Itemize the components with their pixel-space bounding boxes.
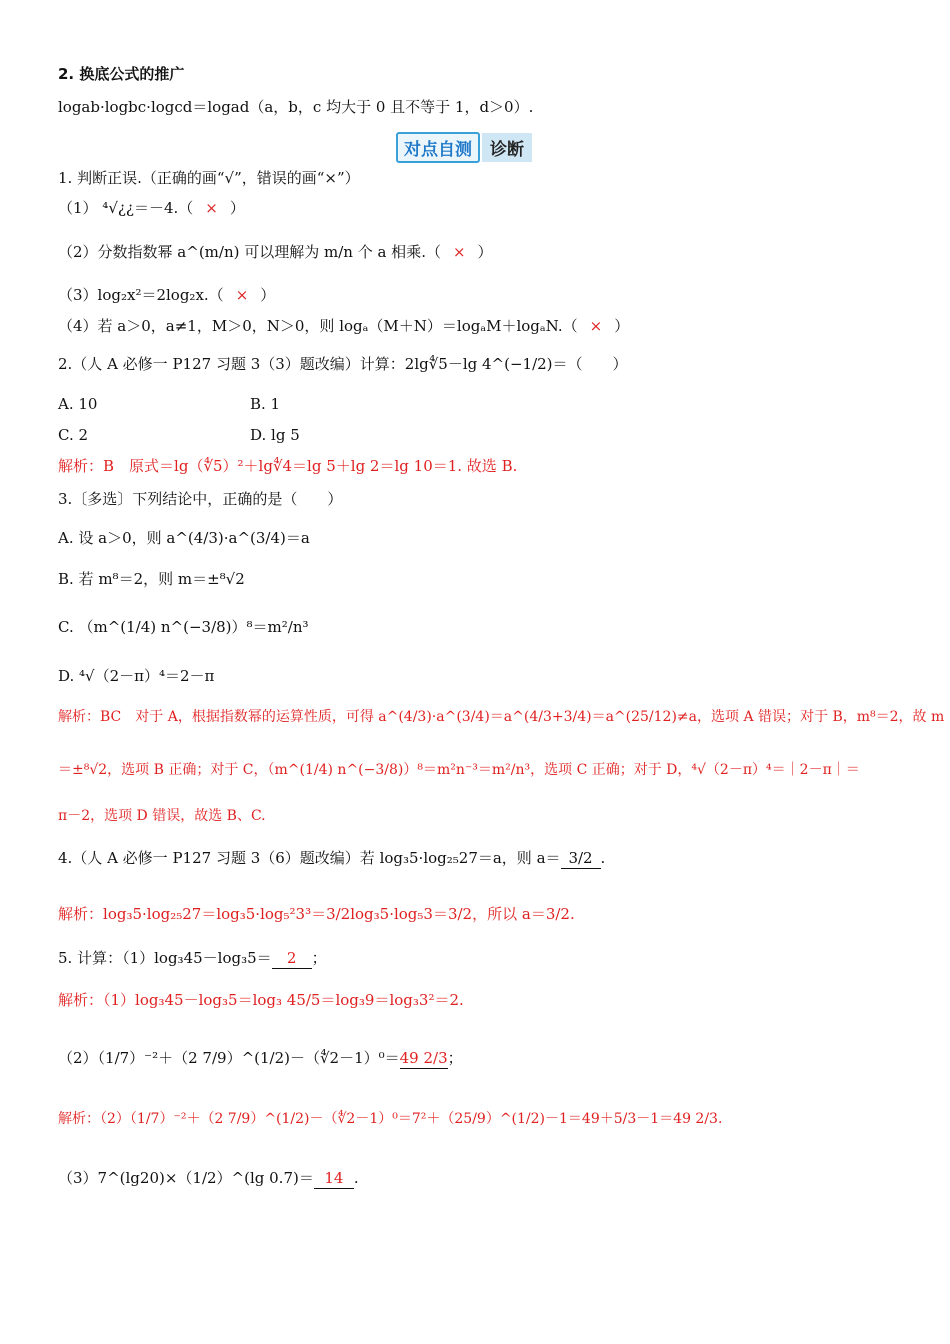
q5-answer-2-blank: 49 2/3: [399, 1049, 448, 1067]
q5-analysis-label-2: 解析：: [58, 1111, 100, 1127]
q1-close-2: ）: [477, 243, 493, 261]
q4-analysis: [58, 904, 575, 924]
q5-analysis-1-text: （1）log₃45－log₃5＝log₃ 45/5＝log₃9＝log₃3²＝2.: [103, 991, 464, 1009]
q1-item-3-text: （3）log₂x²＝2log₂x.（: [58, 286, 224, 304]
q4-stem-text: 4.（人 A 必修一 P127 习题 3（6）题改编）若 log₃5·log₂₅27＝a，则 a＝: [58, 849, 561, 867]
q2-analysis: [58, 456, 517, 476]
q1-item-1-text: （1） ⁴√¿¿＝－4.（: [58, 199, 194, 217]
q3-option-d: D. ⁴√（2－π）⁴＝2－π: [58, 667, 215, 685]
q3-stem: 3.〔多选〕下列结论中，正确的是（ ）: [58, 490, 343, 508]
q5-analysis-2: [58, 1109, 722, 1129]
q1-item-1: [58, 198, 245, 218]
q4-period: .: [600, 849, 606, 867]
q1-close-3: ）: [260, 286, 276, 304]
q2-option-d: D. lg 5: [250, 426, 300, 444]
q5-period-3: .: [353, 1169, 359, 1187]
q4-answer-blank: 3/2: [561, 848, 601, 869]
q5-analysis-label-1: 解析：: [58, 991, 104, 1009]
q1-item-3: [58, 285, 275, 305]
q5-answer-3-blank: 14: [314, 1168, 354, 1189]
q2-stem: 2.（人 A 必修一 P127 习题 3（3）题改编）计算：2lg∜5－lg 4^(−1/2)＝（ ）: [58, 355, 628, 373]
q4-analysis-text: log₃5·log₂₅27＝log₃5·log₅²3³＝3/2log₃5·log₅3＝3/2，所以 a＝3/2.: [103, 905, 575, 923]
q1-item-4-text: （4）若 a＞0，a≠1，M＞0，N＞0，则 logₐ（M＋N）＝logₐM＋logₐN.（: [58, 317, 578, 335]
q5-stem: [58, 948, 327, 969]
banner-tail: 诊断: [482, 133, 532, 162]
q2-option-a: A. 10: [58, 395, 98, 413]
q3-analysis-label: 解析：: [58, 709, 100, 725]
q3-analysis-line-3: π－2，选项 D 错误，故选 B、C.: [58, 808, 266, 824]
q1-close-1: ）: [229, 199, 245, 217]
q3-option-a: A. 设 a＞0，则 a^(4/3)·a^(3/4)＝a: [58, 529, 310, 547]
q3-option-c: C. （m^(1/4) n^(−3/8)）⁸＝m²/n³: [58, 618, 309, 636]
q2-option-b: B. 1: [250, 395, 281, 413]
q1-mark-3: ×: [235, 286, 249, 304]
q5-part-2-text: （2）（1/7）⁻²＋（2 7/9）^(1/2)－（∜2－1）⁰＝: [58, 1049, 400, 1067]
banner-boxed-title: 对点自测: [396, 132, 480, 163]
q2-analysis-text: B 原式＝lg（∜5）²＋lg∜4＝lg 5＋lg 2＝lg 10＝1. 故选 B.: [103, 457, 518, 475]
q3-analysis-text-1: BC 对于 A，根据指数幂的运算性质，可得 a^(4/3)·a^(3/4)＝a^(4/3+3/4)＝a^(25/12)≠a，选项 A 错误；对于 B，m⁸＝2，故 m: [100, 709, 945, 725]
q2-analysis-label: 解析：: [58, 457, 104, 475]
q5-stem-text: 5. 计算：（1）log₃45－log₃5＝: [58, 949, 272, 967]
q1-item-4: [58, 316, 629, 336]
q1-mark-4: ×: [589, 317, 603, 335]
q1-mark-2: ×: [452, 243, 466, 261]
q4-analysis-label: 解析：: [58, 905, 104, 923]
q1-close-4: ）: [614, 317, 630, 335]
q4-stem: [58, 848, 605, 869]
q3-analysis-line-2: ＝±⁸√2，选项 B 正确；对于 C，（m^(1/4) n^(−3/8)）⁸＝m²n⁻³＝m²/n³，选项 C 正确；对于 D，⁴√（2－π）⁴＝｜2－π｜＝: [58, 762, 860, 778]
q5-part-3: [58, 1168, 359, 1189]
q5-analysis-2-text: （2）（1/7）⁻²＋（2 7/9）^(1/2)－（∜2－1）⁰＝7²＋（25/9）^(1/2)－1＝49＋5/3－1＝49 2/3.: [100, 1111, 723, 1127]
self-test-banner: [396, 133, 532, 161]
q2-option-c: C. 2: [58, 426, 89, 444]
section-heading: 2. 换底公式的推广: [58, 65, 185, 83]
q5-semicolon-1: ；: [311, 949, 327, 967]
q5-analysis-1: [58, 990, 464, 1010]
change-of-base-formula: logab·logbc·logcd＝logad（a，b，c 均大于 0 且不等于 1，d＞0）.: [58, 98, 534, 116]
q5-part-3-text: （3）7^(lg20)×（1/2）^(lg 0.7)＝: [58, 1169, 314, 1187]
q1-item-2: [58, 242, 493, 262]
q5-answer-1-blank: 2: [272, 948, 312, 969]
q1-mark-1: ×: [205, 199, 218, 217]
q5-semicolon-2: ；: [447, 1049, 463, 1067]
q3-analysis-line-1: [58, 707, 944, 727]
q3-option-b: B. 若 m⁸＝2，则 m＝±⁸√2: [58, 570, 245, 588]
q1-stem: 1. 判断正误.（正确的画“√”，错误的画“×”）: [58, 169, 360, 187]
q1-item-2-text: （2）分数指数幂 a^(m/n) 可以理解为 m/n 个 a 相乘.（: [58, 243, 441, 261]
q5-part-2: [58, 1048, 463, 1069]
